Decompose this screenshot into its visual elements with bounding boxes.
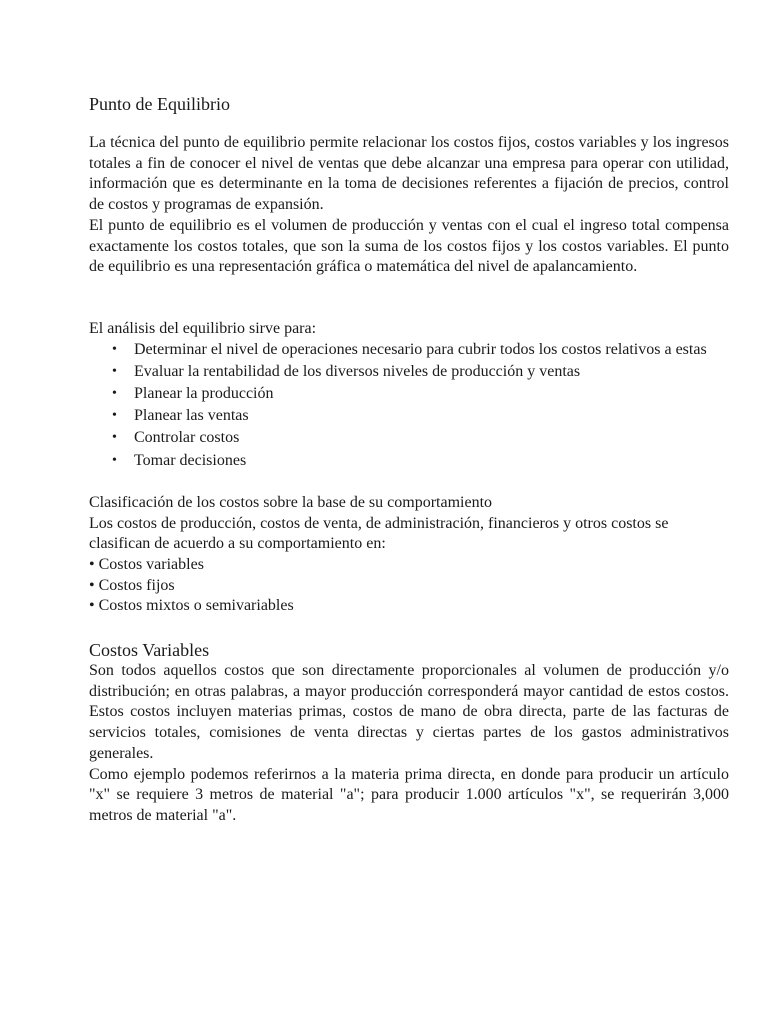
bullet-icon: • [112, 341, 117, 357]
intro-paragraph-1: La técnica del punto de equilibrio permite relacionar los costos fijos, costos variables y los ingresos totales a fin de conocer el nivel de ventas que debe alcanzar una empresa para operar con utilidad, información que es determinante en la toma de decisiones referentes a fijación de precios, control de costos y programas de expansión. [89, 134, 729, 214]
bullet-icon: • [112, 452, 117, 468]
variable-costs-paragraph-1: Son todos aquellos costos que son directamente proporcionales al volumen de producción y/o distribución; en otras palabras, a mayor producción corresponderá mayor cantidad de estos costos. Estos costos incluyen materias primas, costos de mano de obra directa, parte de las facturas de servicios totales, comisiones de venta directas y ciertas partes de los gastos administrativos generales. [89, 662, 729, 762]
bullet-icon: • [112, 386, 117, 402]
intro-paragraph-2: El punto de equilibrio es el volumen de producción y ventas con el cual el ingreso total compensa exactamente los costos totales, que son la suma de los costos fijos y los costos variables. El punto de equilibrio es una representación gráfica o matemática del nivel de apalancamiento. [89, 216, 729, 276]
list-item [89, 406, 729, 427]
list-item [89, 362, 729, 383]
bullet-icon: • [112, 363, 117, 379]
list-item-text: Planear la producción [134, 385, 274, 403]
list-item: • Costos variables [89, 555, 204, 573]
analysis-lead: El análisis del equilibrio sirve para: [89, 319, 317, 337]
list-item-text: Determinar el nivel de operaciones necesario para cubrir todos los costos relativos a estas [134, 340, 707, 358]
analysis-bullet-list [89, 340, 729, 472]
list-item-text: Planear las ventas [134, 407, 249, 425]
list-item [89, 428, 729, 449]
classification-heading: Clasificación de los costos sobre la base de su comportamiento [89, 493, 493, 511]
classification-text: Los costos de producción, costos de venta, de administración, financieros y otros costos se clasifican de acuerdo a su comportamiento en: [89, 514, 669, 553]
bullet-icon: • [112, 408, 117, 424]
bullet-icon: • [112, 430, 117, 446]
list-item: • Costos mixtos o semivariables [89, 597, 294, 615]
list-item-text: Tomar decisiones [134, 451, 247, 469]
variable-costs-paragraph-2: Como ejemplo podemos referirnos a la materia prima directa, en donde para producir un artículo "x" se requiere 3 metros de material "a"; para producir 1.000 artículos "x", se requerirán 3,000 metros de material "a". [89, 765, 729, 824]
page-title: Punto de Equilibrio [89, 94, 230, 114]
classification-list [89, 555, 729, 617]
list-item [89, 384, 729, 405]
list-item [89, 340, 729, 361]
section-heading-variable-costs: Costos Variables [89, 640, 210, 661]
document-page [89, 92, 729, 827]
list-item-text: Controlar costos [134, 429, 240, 447]
list-item: • Costos fijos [89, 576, 175, 594]
list-item [89, 451, 729, 472]
list-item-text: Evaluar la rentabilidad de los diversos niveles de producción y ventas [134, 362, 581, 380]
